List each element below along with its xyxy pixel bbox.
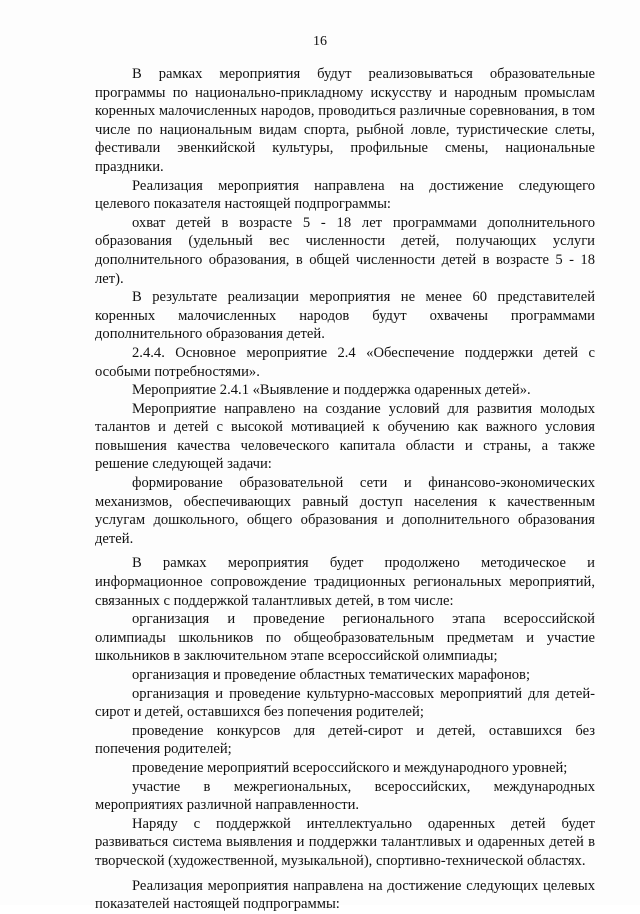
- paragraph: В результате реализации мероприятия не менее 60 представителей коренных малочисленных народов будут охвачены программами дополнительного образования детей.: [95, 289, 595, 343]
- list-item: организация и проведение регионального этапа всероссийской олимпиады школьников по общеобразовательным предметам и участие школьников в заключительном этапе всероссийской олимпиады;: [95, 611, 595, 665]
- paragraph: Реализация мероприятия направлена на достижение следующего целевого показателя настоящей подпрограммы:: [95, 177, 595, 213]
- list-item: участие в межрегиональных, всероссийских, международных мероприятиях различной направленности.: [95, 778, 595, 814]
- subsection-heading: Мероприятие 2.4.1 «Выявление и поддержка одаренных детей».: [132, 382, 531, 399]
- paragraph: формирование образовательной сети и финансово-экономических механизмов, обеспечивающих равный доступ населения к качественным услугам дошкольного, общего образования и дополнительного образования детей.: [95, 475, 595, 547]
- paragraph: В рамках мероприятия будет продолжено методическое и информационное сопровождение традиционных региональных мероприятий, связанных с поддержкой талантливых детей, в том числе:: [95, 555, 595, 609]
- list-item: проведение конкурсов для детей-сирот и детей, оставшихся без попечения родителей;: [95, 722, 595, 758]
- list-item: проведение мероприятий всероссийского и международного уровней;: [132, 759, 568, 776]
- paragraph: Наряду с поддержкой интеллектуально одаренных детей будет развиваться система выявления и поддержки талантливых и одаренных детей в творческой (художественной, музыкальной), спортивно-технической областях.: [95, 815, 595, 869]
- paragraph: В рамках мероприятия будут реализовываться образовательные программы по национально-прикладному искусству и народным промыслам коренных малочисленных народов, проводиться различные соревнования, в том числе по национальным видам спорта, рыбной ловле, туристические слеты, фестивали эвенкийской культуры, профильные смены, национальные праздники.: [95, 66, 595, 175]
- list-item: организация и проведение областных тематических марафонов;: [132, 667, 531, 683]
- section-heading: 2.4.4. Основное мероприятие 2.4 «Обеспечение поддержки детей с особыми потребностями».: [95, 344, 595, 380]
- page-number: 16: [313, 34, 327, 49]
- paragraph: охват детей в возрасте 5 - 18 лет программами дополнительного образования (удельный вес численности детей, получающих услуги дополнительного образования, в общей численности детей в возрасте 5 - 18 лет).: [95, 214, 595, 287]
- list-item: организация и проведение культурно-массовых мероприятий для детей-сирот и детей, оставшихся без попечения родителей;: [95, 685, 595, 721]
- document-body: [95, 65, 595, 914]
- paragraph: Мероприятие направлено на создание условий для развития молодых талантов и детей с высокой мотивацией к обучению как важного условия повышения качества человеческого капитала области и страны, а также решение следующей задачи:: [95, 400, 595, 473]
- paragraph: Реализация мероприятия направлена на достижение следующих целевых показателей настоящей подпрограммы:: [95, 877, 595, 913]
